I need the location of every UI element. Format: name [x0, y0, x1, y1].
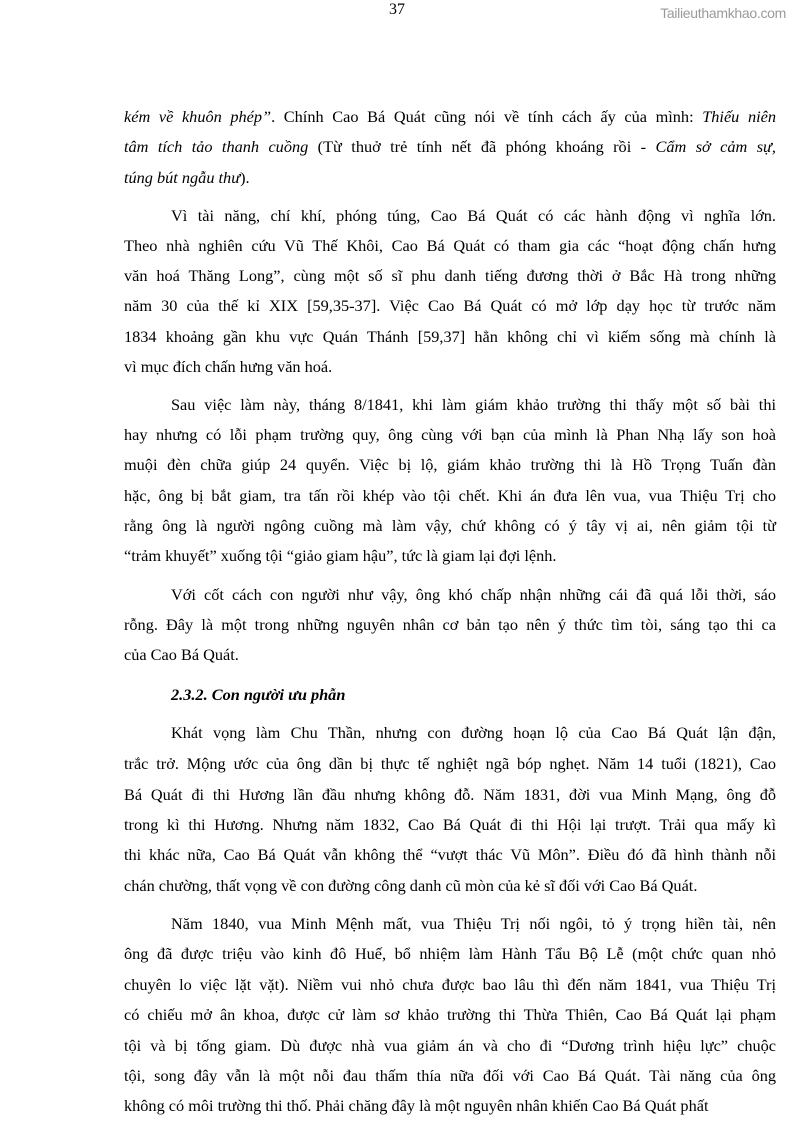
text-segment: 2.3.2. Con người ưu phẫn [171, 685, 346, 704]
text-segment: Sau việc làm này, tháng 8/1841, khi làm giám khảo trường thi thấy một số bài thi [171, 395, 776, 414]
text-segment: không có môi trường thi thố. Phải chăng đây là một nguyên nhân khiến Cao Bá Quát phất [124, 1096, 709, 1115]
text-segment: năm 30 của thế kỉ XIX [59,35-37]. Việc Cao Bá Quát có mở lớp dạy học từ trước năm [124, 296, 776, 315]
text-segment: vì mục đích chấn hưng văn hoá. [124, 357, 333, 376]
text-line [171, 205, 776, 227]
text-segment: tội và bị tống giam. Dù được nhà vua giảm án và cho đi “Dương trình hiệu lực” chuộc [124, 1036, 776, 1055]
text-line [124, 424, 776, 446]
text-line [124, 875, 776, 897]
text-line [171, 722, 776, 744]
text-segment: tội, song đây vẫn là một nỗi đau thấm thía nữa đối với Cao Bá Quát. Tài năng của ông [124, 1066, 776, 1085]
text-segment: văn hoá Thăng Long”, cùng một số sĩ phu danh tiếng đương thời ở Bắc Hà trong những [124, 266, 776, 285]
text-segment: hặc, ông bị bắt giam, tra tấn rồi khép vào tội chết. Khi án đưa lên vua, vua Thiệu Trị cho [124, 486, 776, 505]
text-line [124, 485, 776, 507]
text-line [124, 545, 776, 567]
text-segment: Với cốt cách con người như vậy, ông khó chấp nhận những cái đã quá lỗi thời, sáo [171, 585, 776, 604]
text-line [124, 326, 776, 348]
text-line [124, 1095, 776, 1117]
text-segment: (Từ thuở trẻ tính nết đã phóng khoáng rồi - [308, 137, 656, 156]
text-line [124, 943, 776, 965]
text-line [124, 235, 776, 257]
text-segment: có chiếu mở ân khoa, được cử làm sơ khảo trường thi Thừa Thiên, Cao Bá Quát lại phạm [124, 1005, 776, 1024]
text-line [124, 515, 776, 537]
text-line [124, 814, 776, 836]
text-segment: 1834 khoảng gần khu vực Quán Thánh [59,37] hẳn không chỉ vì kiếm sống mà chính là [124, 327, 776, 346]
text-segment: Theo nhà nghiên cứu Vũ Thế Khôi, Cao Bá Quát có tham gia các “hoạt động chấn hưng [124, 236, 776, 255]
text-line [124, 844, 776, 866]
text-line [124, 1065, 776, 1087]
italic-text: kém về khuôn phép” [124, 107, 272, 126]
text-line [124, 644, 776, 666]
text-line [171, 394, 776, 416]
text-line [171, 913, 776, 935]
text-line [124, 295, 776, 317]
text-line [124, 136, 776, 158]
text-segment: chuyên lo việc lặt vặt). Niềm vui nhỏ chưa được bao lâu thì đến năm 1841, vua Thiệu Trị [124, 975, 776, 994]
text-line [171, 584, 776, 606]
text-line [171, 684, 776, 706]
italic-text: tâm tích tảo thanh cuồng [124, 137, 309, 156]
text-line [124, 106, 776, 128]
text-segment: Khát vọng làm Chu Thần, nhưng con đường hoạn lộ của Cao Bá Quát lận đận, [171, 723, 776, 742]
text-segment: ông đã được triệu vào kinh đô Huế, bổ nhiệm làm Hành Tẩu Bộ Lễ (một chức quan nhỏ [124, 944, 776, 963]
italic-text: túng bút ngẫu thư [124, 168, 241, 187]
text-line [124, 614, 776, 636]
text-line [124, 356, 776, 378]
text-segment: của Cao Bá Quát. [124, 645, 239, 664]
text-segment: ). [240, 168, 250, 187]
text-segment: thi khác nữa, Cao Bá Quát vẫn không thể “vượt thác Vũ Môn”. Điều đó đã hình thành nỗi [124, 845, 776, 864]
text-line [124, 454, 776, 476]
italic-text: Cẩm sở cảm sự, [655, 137, 777, 156]
watermark: Tailieuthamkhao.com [660, 5, 786, 21]
text-segment: rằng ông là người ngông cuồng mà làm vậy, chứ không có ý tây vị ai, nên giảm tội từ [124, 516, 776, 535]
text-segment: hay nhưng có lỗi phạm trường quy, ông cùng với bạn của mình là Phan Nhạ lấy son hoà [124, 425, 776, 444]
text-segment: muội đèn chữa giúp 24 quyển. Việc bị lộ, giám khảo trường thi là Hồ Trọng Tuấn đàn [124, 455, 776, 474]
text-line [124, 167, 776, 189]
text-segment: rỗng. Đây là một trong những nguyên nhân cơ bản tạo nên ý thức tìm tòi, sáng tạo thi ca [124, 615, 776, 634]
text-segment: trắc trở. Mộng ước của ông dần bị thực tế nghiệt ngã bóp nghẹt. Năm 14 tuổi (1821), Cao [124, 754, 776, 773]
italic-text: Thiếu niên [702, 107, 776, 126]
text-segment: chán chường, thất vọng về con đường công danh cũ mòn của kẻ sĩ đối với Cao Bá Quát. [124, 876, 698, 895]
text-segment: . Chính Cao Bá Quát cũng nói về tính cách ấy của mình: [271, 107, 703, 126]
text-line [124, 265, 776, 287]
text-line [124, 974, 776, 996]
text-line [124, 1035, 776, 1057]
text-line [124, 1004, 776, 1026]
text-segment: trong kì thi Hương. Nhưng năm 1832, Cao Bá Quát đi thi Hội lại trượt. Trải qua mấy kì [124, 815, 776, 834]
page-number: 37 [389, 1, 405, 18]
text-line [124, 753, 776, 775]
text-segment: Bá Quát đi thi Hương lần đầu nhưng không đỗ. Năm 1831, đời vua Minh Mạng, ông đỗ [124, 785, 776, 804]
text-segment: “trảm khuyết” xuống tội “giảo giam hậu”, tức là giam lại đợi lệnh. [124, 546, 557, 565]
text-line [124, 784, 776, 806]
text-segment: Vì tài năng, chí khí, phóng túng, Cao Bá Quát có các hành động vì nghĩa lớn. [171, 206, 776, 225]
text-segment: Năm 1840, vua Minh Mệnh mất, vua Thiệu Trị nối ngôi, tỏ ý trọng hiền tài, nên [171, 914, 776, 933]
